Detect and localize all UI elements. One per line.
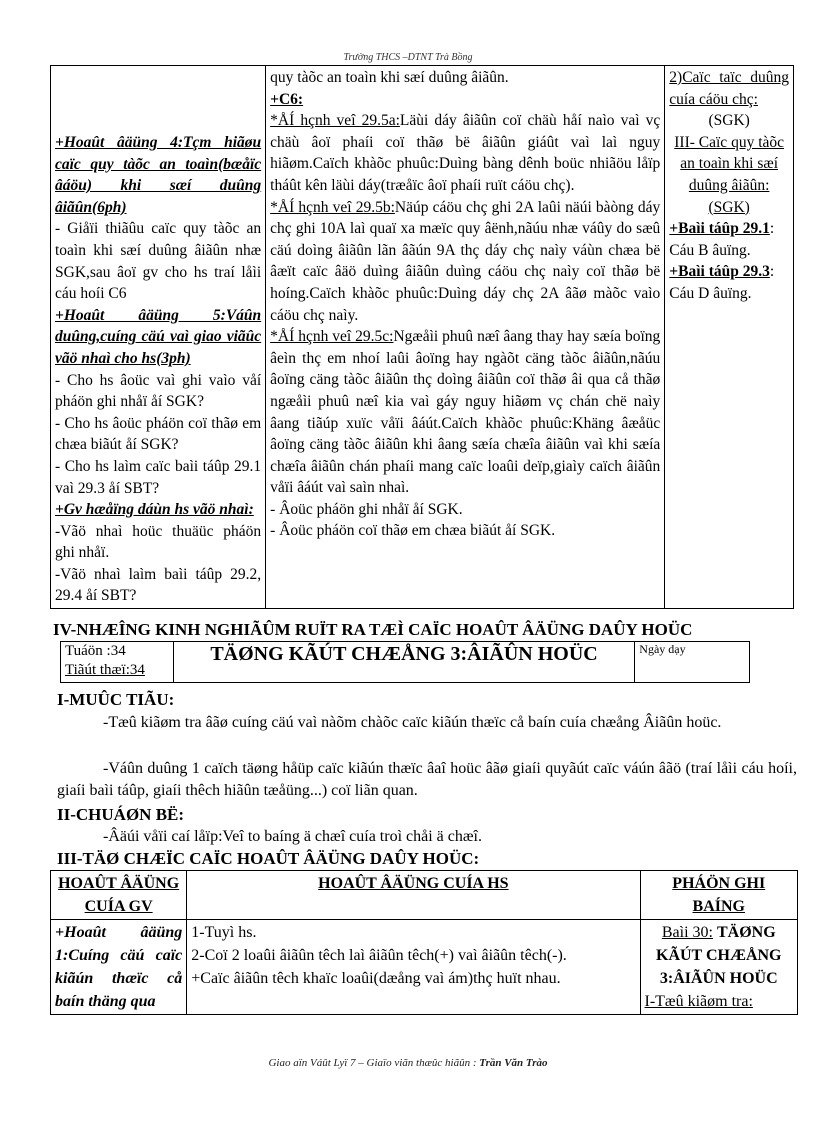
board-notes-1 — [640, 920, 798, 1015]
board-item: (SGK) — [708, 198, 750, 216]
teaching-date: Ngày dạy — [635, 642, 750, 683]
figure-note-a — [270, 110, 660, 196]
figure-a-label: *ÅÍ hçnh veî 29.5a: — [270, 112, 400, 130]
board-lesson-title: TÄØNG KÃÚT CHÆÅNG 3:ÂIÃÛN HOÜC — [656, 924, 782, 987]
answer-line: +Caïc âiãûn têch khaïc loaûi(dæång vaì ám)thç huït nhau. — [191, 970, 561, 987]
figure-c-text: Ngæåìi phuû næî âang thay hay sæía boïng âeìn thç em nhoí laûi âoïng hay ngàõt cäng tàõc âiãûn,nãúu âoïng cäng tàõc âiãûn thç doìng âiãûn coï thãø âi qua cå thãø ngæåìi phuû næî kia vaì gáy nguy hiãøm vç chán chë naìy âang tiãúp xuïc våïi âáút.Caïch khàõc phuûc:Khäng âæåüc âoïng cäng tàõc âiãûn khi âang sæía chæîa âiãûn vaì khi sæía chæîa âiãûn chán phaíi mang caïc loaûi deïp,giaìy caïch âiãûn våïi âáút vaì saìn nhaì. — [270, 328, 661, 497]
lesson-table-continued — [50, 65, 794, 609]
board-item — [669, 261, 789, 304]
board-item — [669, 218, 789, 261]
board-item: (SGK) — [708, 112, 750, 130]
activity-4-title: +Hoaût âäüng 4:Tçm hiãøu caïc quy tàõc an toaìn(bæåïc âáöu) khi sæí duûng âiãûn(6ph) — [55, 134, 262, 216]
activity-5-item: - Cho hs âoüc vaì ghi vaìo våí pháön ghi nhåï åí SGK? — [55, 371, 262, 411]
activity-5-item: - Cho hs laìm caïc baìi táûp 29.1 vaì 29.3 åí SBT? — [55, 457, 262, 497]
col-header-board: PHÁÖN GHI BAÍNG — [640, 871, 798, 920]
student-activity-1 — [187, 920, 640, 1015]
text-line: quy tàõc an toaìn khi sæí duûng âiãûn. — [270, 69, 509, 86]
exercise-answer: : Cáu D âuïng. — [669, 263, 775, 302]
exercise-label: +Baìi táûp 29.3 — [669, 263, 770, 281]
homework-title: +Gv hæåïng dáùn hs vãö nhaì: — [55, 501, 254, 519]
page-footer — [0, 1057, 816, 1069]
board-item: III- Caïc quy tàõc an toaìn khi sæí duûng âiãûn: — [674, 133, 785, 194]
activity-1-title: +Hoaût âäüng 1:Cuíng cäú caïc kiãún thæïc cå baín thäng qua — [55, 924, 183, 1010]
col-header-student: HOAÛT ÂÄÜNG CUÍA HS — [187, 871, 640, 920]
activities-heading: III-TÄØ CHÆÏC CAÏC HOAÛT ÂÄÜNG DAÛY HOÜC: — [57, 849, 480, 868]
homework-item: -Vãö nhaì hoüc thuäüc pháön ghi nhåï. — [55, 522, 262, 562]
col-header-teacher: HOAÛT ÂÄÜNG CUÍA GV — [51, 871, 187, 920]
figure-b-label: *ÅÍ hçnh veî 29.5b: — [270, 198, 395, 216]
objective-2: -Váûn duûng 1 caïch täøng håüp caïc kiãún thæïc âaî hoüc âãø giaíi quyãút caïc váún âãö (traí låìi cáu hoíi, giaíi baìi táûp, giaíi thêch hiãûn tæåüng...) coï liãn quan. — [57, 760, 797, 799]
page-header: Trường THCS –DTNT Trà Bồng — [343, 52, 473, 63]
activities-table — [50, 870, 798, 1015]
lesson-header-table — [60, 641, 750, 683]
board-notes-cell — [665, 66, 794, 609]
activity-5-item: - Cho hs âoüc pháön coï thãø em chæa biãút åí SGK? — [55, 414, 262, 454]
activity-5-title: +Hoaût âäüng 5:Váûn duûng,cuíng cäú vaì giao viãûc vãö nhaì cho hs(3ph) — [55, 306, 262, 367]
period-label: Tiãút thæï:34 — [65, 662, 145, 678]
figure-b-text: Näúp cáöu chç ghi 2A laûi näúi bàòng dáy chç ghi 10A laì quaï xa mæïc quy âënh,nãúu nhæ váûy do sæû cäú doìng âiãûn lãn âãún 9A thç dáy chç naìy váùn chæa bë âæït caïc âäö duìng âiãûn duìng cáöu chç naìy coï thãø bë hoíng.Caïch khàõc phuûc:Duìng dáy chç 2A âãø màõc vaìo cáöu chç naìy. — [270, 198, 661, 324]
self-check-label: I-Tæû kiãøm tra: — [644, 993, 753, 1010]
student-activity-cell — [266, 66, 665, 609]
read-note: - Âoüc pháön coï thãø em chæa biãút åí SGK. — [270, 522, 556, 540]
teacher-name: Trần Văn Trào — [479, 1057, 548, 1069]
section-iv-heading: IV-NHÆÎNG KINH NGHIÃÛM RUÏT RA TÆÌ CAÏC HOAÛT ÂÄÜNG DAÛY HOÜC — [53, 620, 693, 639]
preparation-item: -Âäúi våïi caí låïp:Veî to baíng ä chæî cuía troì chåi ä chæî. — [103, 828, 482, 845]
preparation-heading: II-CHUÁØN BË: — [57, 805, 185, 824]
homework-item: -Vãö nhaì laìm baìi táûp 29.2, 29.4 åí SBT? — [55, 565, 262, 605]
figure-note-c — [270, 326, 660, 499]
objectives-heading: I-MUÛC TIÃU: — [57, 690, 175, 709]
footer-text: Giao aïn Váût Lyï 7 – Giaïo viãn thæûc hiãûn : — [268, 1057, 477, 1069]
read-note: - Âoüc pháön ghi nhåï åí SGK. — [270, 500, 463, 518]
week-period-cell — [61, 642, 174, 683]
figure-a-text: Läùi dáy âiãûn coï chäù håí naìo vaì vç chäù âoï phaíi coï thãø bë âiãûn giáût vaì laì nguy hiãøm.Caïch khàõc phuûc:Duìng bàng dênh boüc nhiãöu låïp tháût kên läùi dáy(træåïc âoï phaíi ruït cáöu chç). — [270, 112, 661, 194]
figure-note-b — [270, 197, 660, 327]
exercise-answer: : Cáu B âuïng. — [669, 220, 775, 259]
week-label: Tuáön :34 — [65, 643, 126, 659]
answer-line: 1-Tuyì hs. — [191, 924, 257, 941]
lesson-title: TÄØNG KÃÚT CHÆÅNG 3:ÂIÃÛN HOÜC — [173, 642, 635, 683]
objective-1: -Tæû kiãøm tra âãø cuíng cäú vaì nàõm chàõc caïc kiãún thæïc cå baín cuía chæång Âiãûn hoüc. — [103, 714, 722, 731]
teacher-activity-1 — [51, 920, 187, 1015]
exercise-label: +Baìi táûp 29.1 — [669, 220, 770, 238]
board-item: 2)Caïc taïc duûng cuía cáöu chç: — [669, 69, 789, 108]
lesson-number: Baìi 30: — [661, 924, 713, 941]
teacher-activity-cell — [51, 66, 266, 609]
figure-c-label: *ÅÍ hçnh veî 29.5c: — [270, 328, 394, 346]
question-c6: +C6: — [270, 90, 304, 108]
answer-line: 2-Coï 2 loaûi âiãûn têch laì âiãûn têch(+) vaì âiãûn têch(-). — [191, 947, 567, 964]
activity-4-text: - Giåïi thiãûu caïc quy tàõc an toaìn khi sæí duûng âiãûn nhæ SGK,sau âoï gv cho hs traí låìi cáu hoíi C6 — [55, 220, 262, 303]
